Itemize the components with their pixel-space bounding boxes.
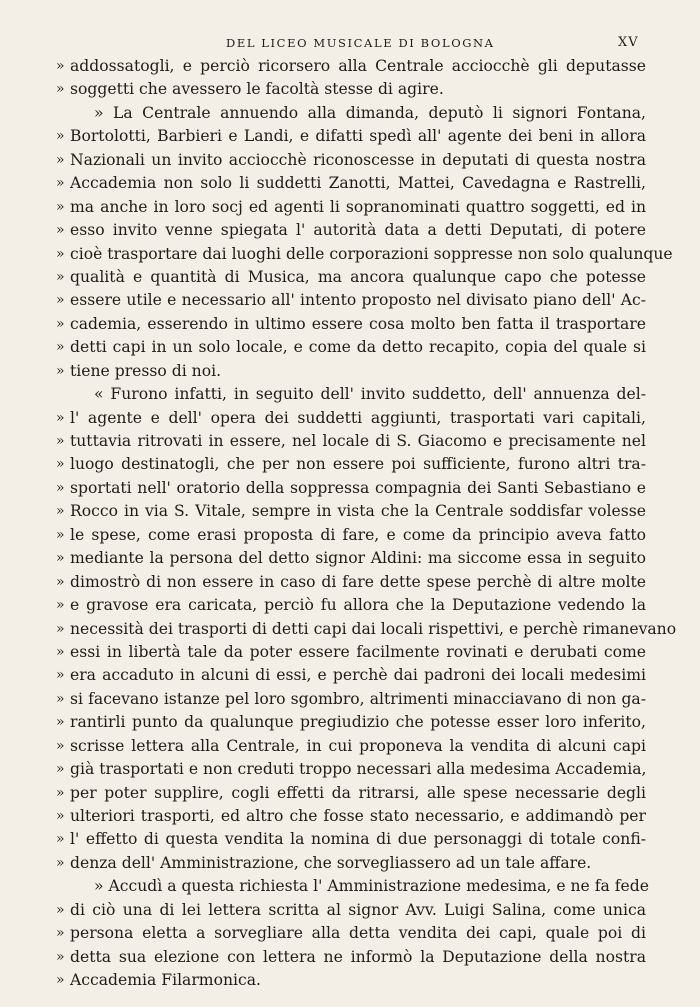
line-text: l' agente e dell' opera dei suddetti aggiunti, trasportati vari capitali,: [70, 408, 646, 427]
line-text: cademia, esserendo in ultimo essere cosa molto ben fatta il trasportare: [70, 314, 646, 333]
line-text: tuttavia ritrovati in essere, nel locale di S. Giacomo e precisamente nel: [70, 432, 646, 450]
running-head: [0, 36, 700, 54]
text-line: [56, 500, 646, 523]
text-line: [56, 102, 646, 125]
quote-marker: »: [56, 315, 65, 332]
text-line: [56, 899, 646, 922]
quote-marker: »: [56, 58, 65, 74]
line-text: detti capi in un solo locale, e come da detto recapito, copia del quale si: [70, 338, 646, 357]
quote-marker: »: [56, 128, 65, 145]
line-text: cioè trasportare dai luoghi delle corporazioni soppresse non solo qualunque: [70, 244, 673, 263]
text-line: [56, 735, 646, 758]
quote-marker: »: [56, 526, 65, 543]
header-title: DEL LICEO MUSICALE DI BOLOGNA: [226, 36, 495, 50]
text-line: [56, 78, 646, 101]
quote-marker: »: [56, 222, 65, 239]
line-text: ulteriori trasporti, ed altro che fosse stato necessario, e addimandò per: [70, 807, 646, 825]
quote-marker: »: [56, 198, 65, 215]
quote-marker: »: [56, 503, 65, 520]
text-line: [56, 55, 646, 78]
text-line: [56, 524, 646, 547]
text-line: [56, 946, 646, 969]
line-text: le spese, come erasi proposta di fare, e come da principio aveva fatto: [70, 525, 646, 544]
text-line: [56, 219, 646, 242]
line-text: addossatogli, e perciò ricorsero alla Centrale acciocchè gli deputasse: [70, 57, 646, 75]
quote-marker: »: [56, 175, 65, 192]
text-line: [56, 125, 646, 148]
text-line: [56, 313, 646, 336]
line-text: Accademia Filarmonica.: [70, 971, 262, 990]
text-line: [56, 852, 646, 875]
quote-marker: »: [56, 479, 65, 496]
quote-marker: »: [56, 643, 65, 660]
quote-marker: »: [56, 550, 65, 567]
text-line: [56, 828, 646, 851]
line-text: detta sua elezione con lettera ne informò la Deputazione della nostra: [70, 947, 646, 966]
text-line: [56, 571, 646, 594]
line-text: Bortolotti, Barbieri e Landi, e difatti spedì all' agente dei beni in allora: [70, 127, 646, 146]
line-text: Nazionali un invito acciocchè riconoscesse in deputati di questa nostra: [70, 150, 646, 169]
line-text: essi in libertà tale da poter essere facilmente rovinati e derubati come: [70, 642, 646, 661]
quote-marker: »: [56, 667, 65, 684]
text-line: [56, 172, 646, 195]
text-line: [56, 805, 646, 828]
text-line: [56, 336, 646, 359]
line-text: persona eletta a sorvegliare alla detta vendita dei capi, quale poi di: [70, 924, 646, 943]
line-text: qualità e quantità di Musica, ma ancora qualunque capo che potesse: [70, 267, 646, 286]
quote-marker: »: [56, 620, 65, 637]
line-text: era accaduto in alcuni di essi, e perchè dai padroni dei locali medesimi: [70, 666, 646, 685]
text-line: [56, 758, 646, 781]
text-line: [56, 641, 646, 664]
line-text: mediante la persona del detto signor Aldini: ma siccome essa in seguito: [70, 549, 646, 568]
quote-marker: »: [56, 737, 65, 754]
text-line: [56, 407, 646, 430]
line-text: luogo destinatogli, che per non essere poi sufficiente, furono altri tra-: [70, 455, 646, 474]
line-text: denza dell' Amministrazione, che sorvegliassero ad un tale affare.: [70, 853, 592, 872]
text-line: [56, 430, 646, 453]
text-line: [56, 922, 646, 945]
line-text: Rocco in via S. Vitale, sempre in vista che la Centrale soddisfar volesse: [70, 502, 646, 521]
quote-marker: »: [56, 972, 65, 989]
quote-marker: »: [56, 362, 65, 379]
text-line: [56, 782, 646, 805]
line-text: esso invito venne spiegata l' autorità data a detti Deputati, di potere: [70, 221, 646, 240]
quote-marker: »: [56, 245, 65, 262]
line-text: necessità dei trasporti di detti capi dai locali rispettivi, e perchè rimanevano: [70, 619, 677, 638]
quote-marker: »: [56, 597, 65, 614]
page-number: XV: [618, 35, 639, 50]
line-text: » La Centrale annuendo alla dimanda, deputò li signori Fontana,: [94, 103, 646, 122]
quote-marker: »: [56, 268, 65, 285]
line-text: ma anche in loro socj ed agenti li sopranominati quattro soggetti, ed in: [70, 197, 646, 216]
quote-marker: »: [56, 81, 65, 98]
line-text: di ciò una di lei lettera scritta al signor Avv. Luigi Salina, come unica: [70, 900, 646, 919]
quote-marker: »: [56, 714, 65, 731]
text-line: [56, 618, 677, 641]
line-text: già trasportati e non creduti troppo necessari alla medesima Accademia,: [70, 760, 647, 779]
line-text: « Furono infatti, in seguito dell' invito suddetto, dell' annuenza del-: [94, 385, 646, 404]
quote-marker: »: [56, 339, 65, 356]
line-text: Accademia non solo li suddetti Zanotti, Mattei, Cavedagna e Rastrelli,: [70, 174, 646, 193]
line-text: tiene presso di noi.: [70, 361, 222, 380]
quote-marker: »: [56, 433, 65, 449]
text-line: [56, 688, 646, 711]
line-text: essere utile e necessario all' intento proposto nel divisato piano dell' Ac-: [70, 291, 646, 310]
quote-marker: »: [56, 690, 65, 707]
quote-marker: »: [56, 925, 65, 942]
quote-marker: »: [56, 808, 65, 824]
quote-marker: »: [56, 901, 65, 918]
text-line: [56, 383, 646, 406]
text-line: [56, 477, 646, 500]
text-line: [56, 875, 649, 898]
quote-marker: »: [56, 456, 65, 473]
quote-marker: »: [56, 854, 65, 871]
quote-marker: »: [56, 831, 65, 848]
quote-marker: »: [56, 151, 65, 168]
quote-marker: »: [56, 409, 65, 426]
text-line: [56, 266, 646, 289]
text-line: [56, 243, 673, 266]
quote-marker: »: [56, 948, 65, 965]
text-line: [56, 289, 646, 312]
line-text: » Accudì a questa richiesta l' Amministrazione medesima, e ne fa fede: [94, 877, 649, 896]
text-line: [56, 664, 646, 687]
line-text: l' effetto di questa vendita la nomina di due personaggi di totale confi-: [70, 830, 646, 849]
text-line: [56, 196, 646, 219]
text-line: [56, 360, 646, 383]
text-line: [56, 453, 646, 476]
text-line: [56, 149, 646, 172]
quote-marker: »: [56, 573, 65, 590]
quote-marker: »: [56, 292, 65, 309]
line-text: rantirli punto da qualunque pregiudizio che potesse esser loro inferito,: [70, 713, 646, 732]
quote-marker: »: [56, 784, 65, 801]
line-text: sportati nell' oratorio della soppressa compagnia dei Santi Sebastiano e: [70, 478, 646, 497]
text-line: [56, 594, 646, 617]
line-text: si facevano istanze pel loro sgombro, altrimenti minacciavano di non ga-: [70, 689, 646, 708]
quote-marker: »: [56, 761, 65, 778]
body-text: [56, 55, 677, 993]
line-text: dimostrò di non essere in caso di fare dette spese perchè di altre molte: [70, 572, 646, 591]
text-line: [56, 711, 646, 734]
line-text: scrisse lettera alla Centrale, in cui proponeva la vendita di alcuni capi: [70, 736, 646, 755]
line-text: e gravose era caricata, perciò fu allora che la Deputazione vedendo la: [70, 596, 646, 615]
line-text: soggetti che avessero le facoltà stesse di agire.: [70, 80, 444, 99]
text-line: [56, 547, 646, 570]
line-text: per poter supplire, cogli effetti da ritrarsi, alle spese necessarie degli: [70, 783, 646, 802]
text-line: [56, 969, 646, 992]
